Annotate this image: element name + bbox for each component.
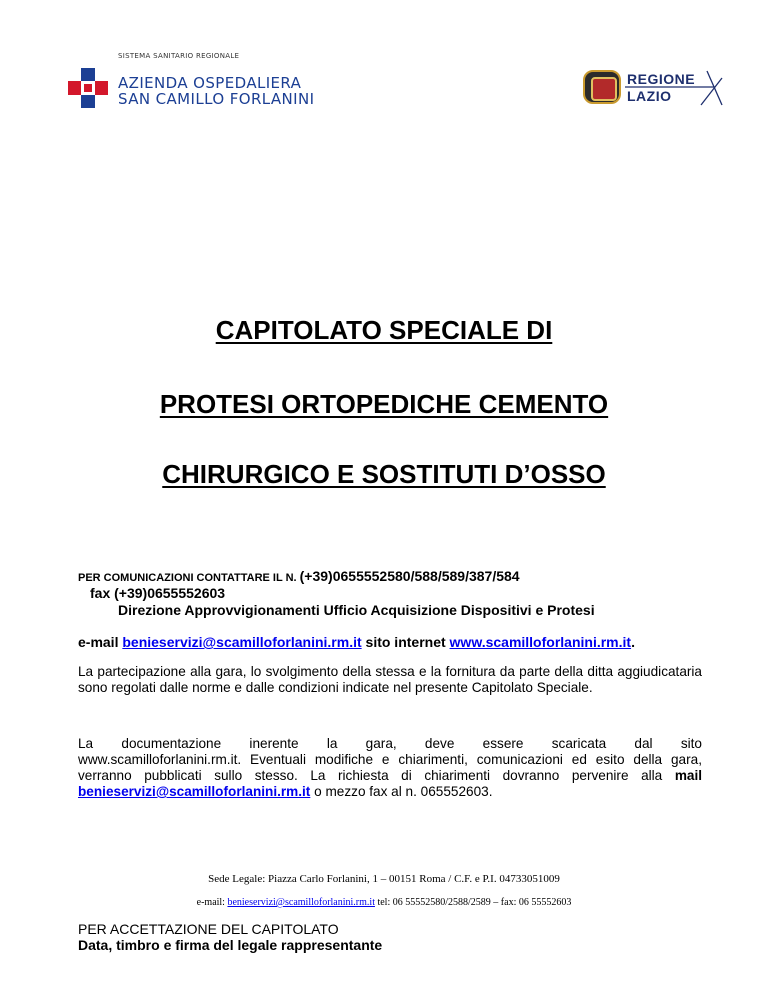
email-site-line [78, 634, 635, 650]
footer-email-link[interactable]: benieservizi@scamilloforlanini.rm.it [227, 897, 375, 908]
region-name-line2: LAZIO [627, 88, 672, 104]
hospital-name-line1: AZIENDA OSPEDALIERA [118, 74, 302, 92]
document-title-line2: PROTESI ORTOPEDICHE CEMENTO [159, 389, 609, 419]
acceptance-heading: PER ACCETTAZIONE DEL CAPITOLATO [78, 921, 339, 937]
paragraph-documentation-body: www.scamilloforlanini.rm.it. Eventuali modifiche e chiarimenti, comunicazioni ed esito della gara, verranno pubblicati sullo stesso. La richiesta di chiarimenti dovranno pervenire alla [78, 752, 702, 783]
email-link[interactable]: benieservizi@scamilloforlanini.rm.it [122, 634, 362, 650]
paragraph-email-link[interactable]: benieservizi@scamilloforlanini.rm.it [78, 784, 311, 799]
contact-fax: fax (+39)0655552603 [90, 585, 226, 601]
paragraph-documentation-tail: o mezzo fax al n. 065552603. [314, 784, 493, 799]
acceptance-signature-label: Data, timbro e firma del legale rappresentante [78, 937, 383, 953]
footer-legal-seat: Sede Legale: Piazza Carlo Forlanini, 1 – 00151 Roma / C.F. e P.I. 04733051009 [208, 873, 560, 885]
medical-cross-icon [68, 68, 108, 108]
contact-phone-line [78, 568, 520, 584]
mail-label: mail [674, 768, 703, 783]
regione-lazio-logo [583, 70, 723, 106]
document-title-line3: CHIRURGICO E SOSTITUTI D’OSSO [162, 459, 606, 489]
paragraph-participation: La partecipazione alla gara, lo svolgimento della stessa e la fornitura da parte della ditta aggiudicataria sono regolati dalle norme e dalle condizioni indicate nel presente Capitolato Speciale. [78, 664, 702, 695]
site-link[interactable]: www.scamilloforlanini.rm.it [449, 634, 632, 650]
hospital-name-line2: SAN CAMILLO FORLANINI [118, 90, 315, 108]
site-suffix: . [631, 634, 635, 650]
site-label: sito internet [365, 634, 446, 650]
paragraph-documentation-line1: La documentazione inerente la gara, deve essere scaricata dal sito [78, 736, 702, 751]
region-name-line1: REGIONE [627, 71, 696, 87]
contact-intro: PER COMUNICAZIONI CONTATTARE IL N. [78, 572, 297, 584]
paragraph-documentation [78, 736, 702, 800]
system-label: SISTEMA SANITARIO REGIONALE [118, 52, 240, 60]
document-title-line1: CAPITOLATO SPECIALE DI [215, 315, 553, 345]
contact-department: Direzione Approvvigionamenti Ufficio Acquisizione Dispositivi e Protesi [118, 602, 595, 618]
contact-phones: (+39)0655552580/588/589/387/584 [299, 568, 520, 584]
regione-lazio-emblem-icon [583, 70, 621, 104]
footer-tel-fax: tel: 06 55552580/2588/2589 – fax: 06 55552603 [377, 897, 572, 908]
email-label: e-mail [78, 634, 119, 650]
footer-mail-label: e-mail: [196, 897, 225, 908]
footer-contacts [0, 897, 768, 908]
